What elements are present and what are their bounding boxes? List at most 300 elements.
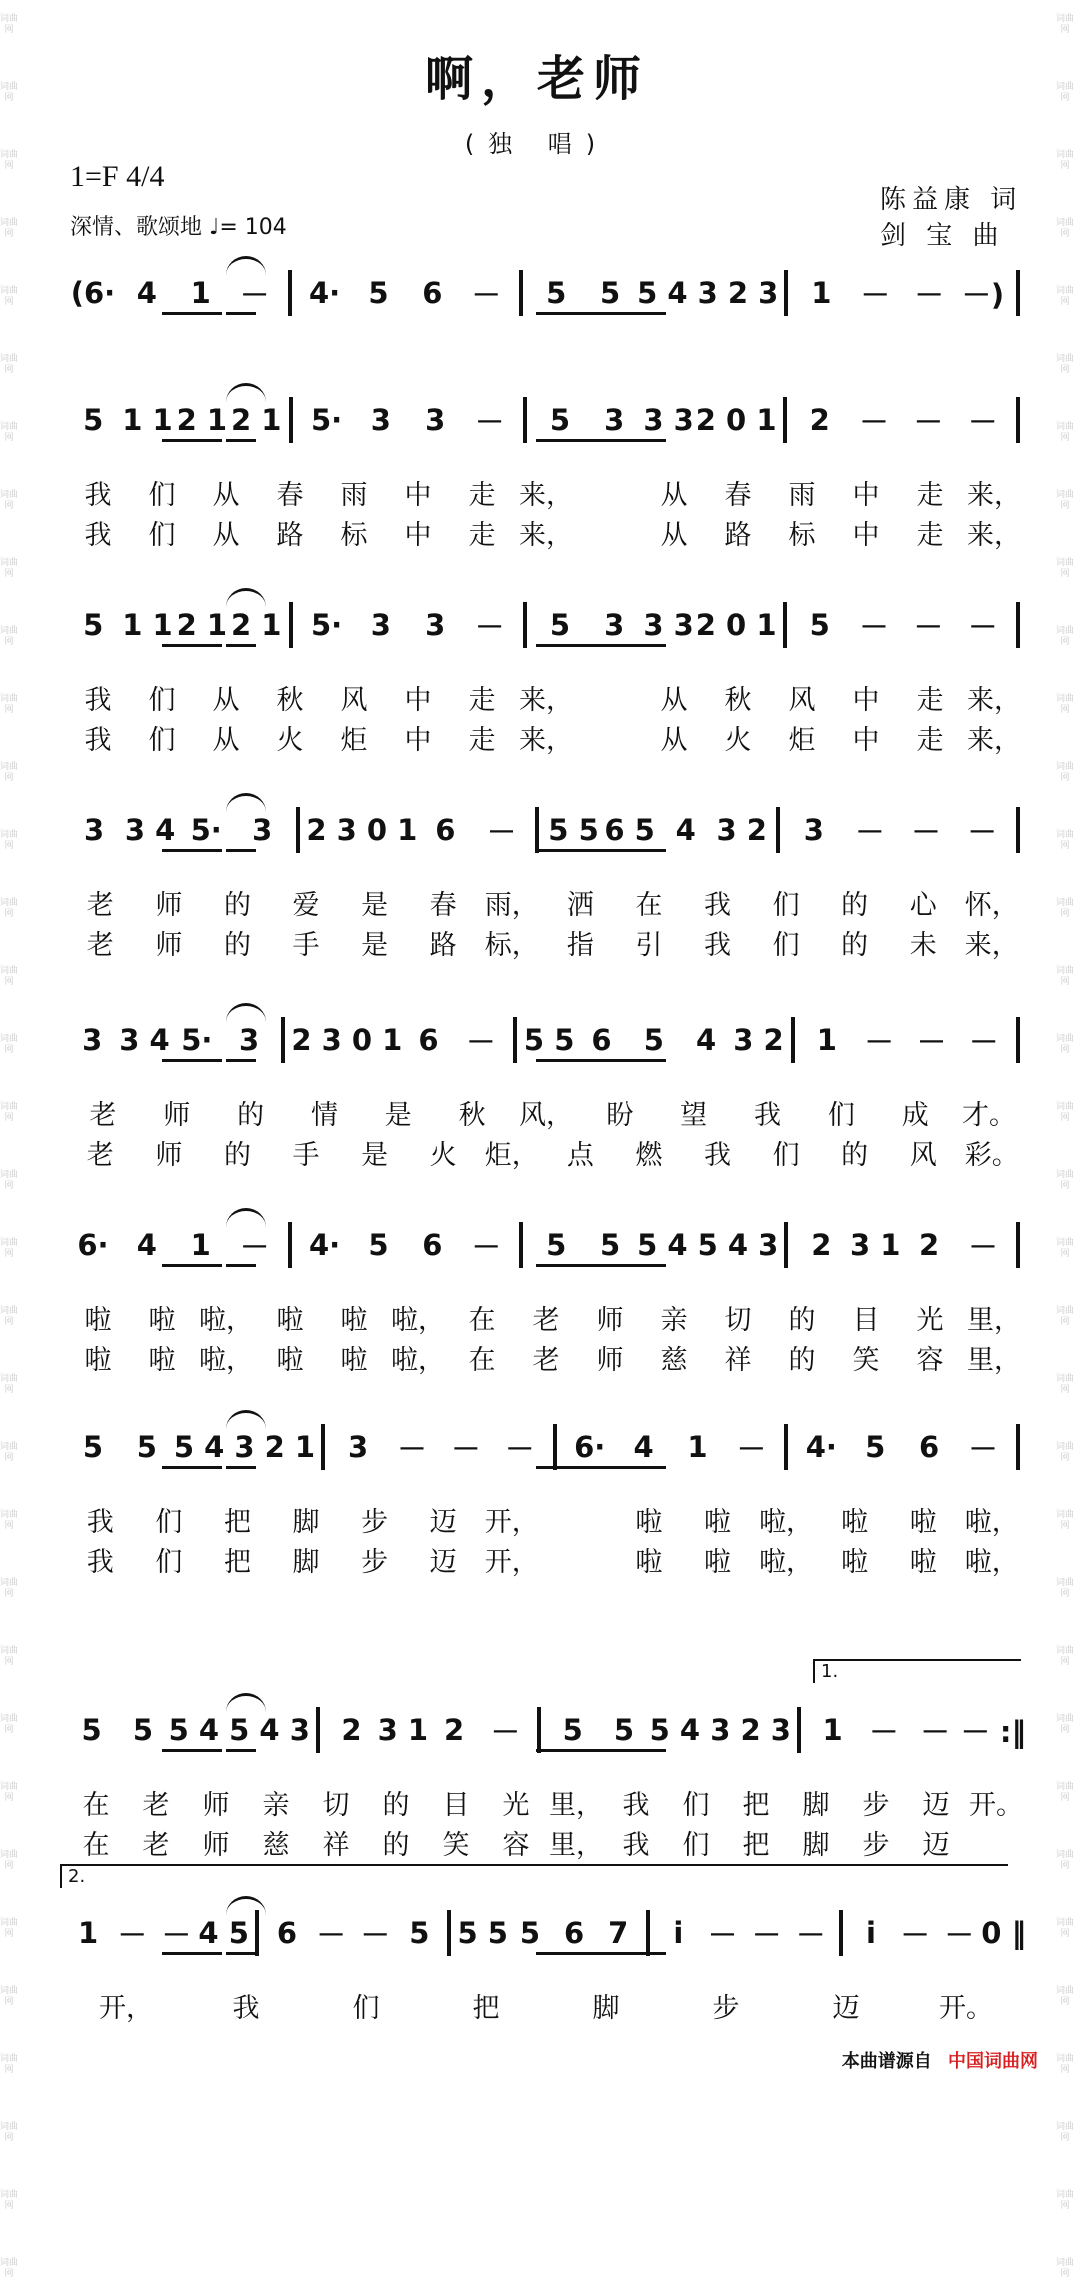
lyric-char: 们 — [155, 1507, 183, 1538]
note: 4 — [136, 1228, 157, 1262]
note: 1 1 — [122, 608, 173, 642]
volta-bracket: 2. — [60, 1864, 1008, 1888]
lyric-char: 脚 — [802, 1830, 830, 1861]
watermark-text: 词曲网 — [1056, 422, 1074, 443]
lyric-char: 秋 — [276, 685, 304, 716]
lyric-char: 走 — [916, 480, 944, 511]
note: 5 — [600, 1228, 621, 1262]
lyric-char: 把 — [742, 1790, 770, 1821]
lyric-char: 的 — [237, 1100, 265, 1131]
bar-line — [535, 807, 539, 853]
watermark-text: 词曲网 — [0, 1986, 19, 2007]
lyric-char — [578, 513, 642, 552]
note: 5· — [190, 813, 222, 847]
watermark-text: 词曲网 — [1056, 898, 1074, 919]
note: 5 — [368, 1228, 389, 1262]
slur-arc — [226, 1693, 266, 1712]
beam-underline — [226, 312, 256, 315]
note: 5 — [549, 403, 571, 437]
watermark-text: 词曲网 — [1056, 1578, 1074, 1599]
slur-arc — [226, 1410, 266, 1429]
note: － — [869, 1714, 899, 1749]
lyric-char: 走 — [916, 520, 944, 551]
lyric-char: 中 — [404, 520, 432, 551]
note: 3 — [425, 403, 446, 437]
left-watermark-strip — [0, 0, 19, 2279]
lyric-char: 来， — [964, 930, 1019, 961]
lyric-char: 我 — [86, 1507, 114, 1538]
lyric-char: 把 — [472, 1993, 500, 2024]
lyric-char: 啦 — [841, 1507, 869, 1538]
lyric-char: 引 — [635, 930, 663, 961]
note: － — [911, 814, 941, 849]
note: － — [914, 277, 944, 312]
bar-line — [519, 270, 523, 316]
note: － — [240, 1229, 270, 1264]
lyric-char: 啦 — [841, 1547, 869, 1578]
song-subtitle: (独 唱) — [464, 130, 610, 158]
lyric-char: 啦， — [199, 1345, 253, 1376]
lyric-char: 笑 — [442, 1830, 470, 1861]
lyric-char: 是 — [384, 1100, 412, 1131]
note: 3 — [803, 813, 824, 847]
lyric-char: 我 — [703, 1140, 731, 1171]
note: 3 — [604, 403, 625, 437]
lyric-row — [66, 1093, 1026, 1132]
note: 3 3 — [643, 608, 694, 642]
lyric-char: 指 — [566, 930, 594, 961]
lyric-char: 标 — [788, 520, 816, 551]
note: － — [240, 277, 270, 312]
note: 3 — [252, 813, 273, 847]
watermark-text: 词曲网 — [1056, 286, 1074, 307]
slur-arc — [226, 793, 266, 812]
bar-line — [797, 1707, 801, 1753]
lyric-char: 春 — [276, 480, 304, 511]
note: 5 — [865, 1430, 886, 1464]
lyric-char: 啦 — [635, 1507, 663, 1538]
notes-row — [66, 1220, 1026, 1270]
note: 1 — [687, 1430, 708, 1464]
lyric-char: 走 — [468, 480, 496, 511]
lyric-char: 里， — [549, 1830, 603, 1861]
note: － — [855, 814, 885, 849]
lyric-char: 祥 — [724, 1345, 752, 1376]
note: 3 1 — [849, 1228, 901, 1262]
lyric-char: 秋 — [724, 685, 752, 716]
bar-line — [523, 602, 527, 648]
beam-underline — [226, 849, 256, 852]
watermark-text: 词曲网 — [1056, 1918, 1074, 1939]
lyric-char: 老 — [89, 1100, 117, 1131]
lyric-char: 啦 — [84, 1305, 112, 1336]
lyric-char: 炬 — [788, 725, 816, 756]
lyric-char: 老 — [142, 1790, 170, 1821]
bar-line — [784, 270, 788, 316]
lyric-char: 啦， — [199, 1305, 253, 1336]
lyric-char: 是 — [361, 890, 389, 921]
note: 5 4 3 2 1 — [173, 1430, 316, 1464]
lyric-char: 迈 — [429, 1507, 457, 1538]
lyric-char: 开， — [99, 1993, 153, 2024]
note: － — [397, 1431, 427, 1466]
note: 2 3 0 1 — [306, 813, 418, 847]
bar-line — [784, 1222, 788, 1268]
lyric-char: 走 — [916, 725, 944, 756]
note: － — [968, 609, 998, 644]
watermark-text: 词曲网 — [0, 694, 19, 715]
lyric-row — [66, 718, 1026, 757]
lyric-char: 的 — [841, 930, 869, 961]
bar-line — [776, 807, 780, 853]
note: － — [505, 1431, 535, 1466]
lyric-row — [66, 678, 1026, 717]
bar-line — [288, 1222, 292, 1268]
bar-line — [1016, 807, 1020, 853]
note: 5 5 — [457, 1916, 508, 1950]
note: 6· — [77, 1228, 109, 1262]
slur-arc — [226, 1896, 266, 1915]
lyric-char: 望 — [680, 1100, 708, 1131]
lyric-char — [578, 678, 642, 717]
note: － — [117, 1917, 147, 1952]
lyric-char: 容 — [916, 1345, 944, 1376]
lyric-char: 啦， — [391, 1305, 445, 1336]
beam-underline — [226, 439, 256, 442]
watermark-text: 词曲网 — [0, 1034, 19, 1055]
lyric-char: 开， — [484, 1507, 539, 1538]
lyric-char: 火 — [429, 1140, 457, 1171]
lyric-row — [66, 473, 1026, 512]
note: 6 — [422, 276, 443, 310]
lyric-char: 来， — [967, 520, 1021, 551]
lyric-char: 我 — [84, 685, 112, 716]
lyric-char — [578, 718, 642, 757]
note: 6 — [418, 1023, 439, 1057]
watermark-text: 词曲网 — [1056, 14, 1074, 35]
watermark-text: 词曲网 — [1056, 558, 1074, 579]
lyric-char: 燃 — [635, 1140, 663, 1171]
watermark-text: 词曲网 — [1056, 1510, 1074, 1531]
note: 6 — [919, 1430, 940, 1464]
note: 5 — [81, 1713, 102, 1747]
beam-underline — [226, 1264, 256, 1267]
note: － — [968, 1431, 998, 1466]
note: 5 — [519, 1916, 541, 1950]
lyric-char: 啦， — [964, 1507, 1019, 1538]
watermark-text: 词曲网 — [1056, 1170, 1074, 1191]
beam-underline — [162, 849, 222, 852]
watermark-text: 词曲网 — [1056, 2054, 1074, 2075]
volta-bracket: 1. — [813, 1659, 1021, 1683]
lyric-char: 洒 — [566, 890, 594, 921]
note: 3 — [604, 608, 625, 642]
lyric-char — [546, 1540, 615, 1579]
note: － :‖ — [960, 1714, 1027, 1749]
lyric-char: 目 — [442, 1790, 470, 1821]
lyric-char: 把 — [742, 1830, 770, 1861]
lyric-char: 把 — [223, 1547, 251, 1578]
watermark-text: 词曲网 — [0, 14, 19, 35]
lyric-char: 祥 — [322, 1830, 350, 1861]
lyric-char: 怀， — [964, 890, 1019, 921]
bar-line — [519, 1222, 523, 1268]
lyric-char: 啦 — [276, 1305, 304, 1336]
note: 5 — [83, 608, 104, 642]
notes-row — [66, 268, 1026, 318]
lyric-char: 标， — [484, 930, 539, 961]
note: 4 — [675, 813, 696, 847]
lyric-char: 我 — [84, 480, 112, 511]
note: 1 — [77, 1916, 99, 1950]
note: － — [859, 609, 889, 644]
lyric-char: 师 — [596, 1305, 624, 1336]
lyric-char: 老 — [142, 1830, 170, 1861]
note: 2 1 — [176, 608, 228, 642]
note: 7 — [608, 1916, 629, 1950]
lyric-char: 啦 — [148, 1305, 176, 1336]
lyric-char: 我 — [754, 1100, 782, 1131]
note: 5 4 3 2 3 — [649, 1713, 791, 1747]
lyric-char: 啦， — [759, 1547, 814, 1578]
watermark-text: 词曲网 — [0, 1646, 19, 1667]
note: －) — [961, 277, 1005, 312]
note: i — [865, 1916, 876, 1950]
credits — [880, 182, 1022, 254]
note: 5 — [643, 1023, 664, 1057]
beam-underline — [226, 1466, 256, 1469]
beam-underline — [162, 1264, 222, 1267]
lyric-char: 爱 — [292, 890, 320, 921]
lyric-char: 迈 — [429, 1547, 457, 1578]
watermark-text: 词曲网 — [1056, 1442, 1074, 1463]
lyric-char: 来， — [967, 685, 1021, 716]
lyric-char: 我 — [703, 890, 731, 921]
note: － — [471, 1229, 501, 1264]
note: 6 — [422, 1228, 443, 1262]
note: － — [944, 1917, 974, 1952]
lyric-char: 老 — [86, 1140, 114, 1171]
lyric-char: 师 — [596, 1345, 624, 1376]
lyric-char: 老 — [86, 930, 114, 961]
lyric-char: 从 — [660, 725, 688, 756]
note: 5 — [546, 276, 567, 310]
lyric-char: 的 — [788, 1305, 816, 1336]
note: 1 — [811, 276, 832, 310]
watermark-text: 词曲网 — [0, 966, 19, 987]
note: 2 3 0 1 — [291, 1023, 403, 1057]
note: i — [673, 1916, 684, 1950]
beam-underline — [586, 1749, 666, 1752]
bar-line — [784, 1424, 788, 1470]
note: － — [916, 1024, 946, 1059]
lyric-char: 在 — [635, 890, 663, 921]
lyric-char: 雨， — [484, 890, 539, 921]
beam-underline — [162, 439, 222, 442]
lyric-char: 的 — [223, 890, 251, 921]
beam-underline — [226, 1059, 256, 1062]
note: 5 — [82, 1430, 104, 1464]
note: － — [736, 1431, 766, 1466]
lyricist: 陈益康 词 — [880, 185, 1023, 215]
beam-underline — [162, 1059, 222, 1062]
lyric-char: 切 — [322, 1790, 350, 1821]
watermark-text: 词曲网 — [0, 354, 19, 375]
watermark-text: 词曲网 — [1056, 830, 1074, 851]
note: － — [967, 814, 997, 849]
note: 6 — [435, 813, 456, 847]
note: 1 — [822, 1713, 843, 1747]
lyric-char: 里， — [549, 1790, 603, 1821]
watermark-text: 词曲网 — [0, 2054, 19, 2075]
lyric-char — [578, 473, 642, 512]
lyric-char: 我 — [622, 1830, 650, 1861]
note: 5 — [83, 403, 104, 437]
bar-line — [255, 1910, 259, 1956]
lyric-row — [66, 1540, 1026, 1579]
lyric-row — [66, 513, 1026, 552]
lyric-char: 慈 — [660, 1345, 688, 1376]
beam-underline — [162, 1952, 222, 1955]
lyric-char: 雨 — [340, 480, 368, 511]
bar-line — [1016, 602, 1020, 648]
note: － — [475, 609, 505, 644]
lyric-char: 啦， — [964, 1547, 1019, 1578]
bar-line — [447, 1910, 451, 1956]
note: 5· — [310, 403, 343, 437]
note: 3 — [82, 1023, 103, 1057]
lyric-char: 从 — [660, 685, 688, 716]
note: 5 — [136, 1430, 157, 1464]
watermark-text: 词曲网 — [0, 1442, 19, 1463]
watermark-text: 词曲网 — [1056, 150, 1074, 171]
bar-line — [537, 1707, 541, 1753]
note: 2 — [341, 1713, 362, 1747]
watermark-text: 词曲网 — [1056, 966, 1074, 987]
lyric-char: 老 — [532, 1345, 560, 1376]
watermark-text: 词曲网 — [1056, 2190, 1074, 2211]
watermark-text: 词曲网 — [0, 558, 19, 579]
lyric-char: 啦， — [391, 1345, 445, 1376]
lyric-char: 啦 — [703, 1507, 731, 1538]
watermark-text: 词曲网 — [0, 422, 19, 443]
bar-line — [646, 1910, 650, 1956]
lyric-char: 中 — [852, 480, 880, 511]
beam-underline — [586, 1952, 666, 1955]
note: 1 — [190, 1228, 211, 1262]
note: － — [920, 1714, 950, 1749]
lyric-char: 路 — [724, 520, 752, 551]
lyric-char: 们 — [148, 480, 176, 511]
note: 1 — [190, 276, 211, 310]
lyric-char: 们 — [352, 1993, 380, 2024]
note: － — [900, 1917, 930, 1952]
lyric-char: 我 — [622, 1790, 650, 1821]
bar-line — [513, 1017, 517, 1063]
note: 6 — [564, 1916, 585, 1950]
beam-underline — [586, 1059, 666, 1062]
lyric-char: 们 — [682, 1830, 710, 1861]
note: 3 1 — [377, 1713, 429, 1747]
bar-line — [296, 807, 300, 853]
lyric-char: 标 — [340, 520, 368, 551]
lyric-char: 中 — [404, 480, 432, 511]
beam-underline — [586, 439, 666, 442]
lyric-row — [66, 1783, 1026, 1822]
note: － — [913, 404, 943, 439]
note: 5 4 3 2 3 — [637, 276, 779, 310]
lyric-char: 走 — [468, 725, 496, 756]
note: － — [968, 1229, 998, 1264]
lyric-row — [66, 1500, 1026, 1539]
watermark-text: 词曲网 — [0, 1714, 19, 1735]
lyric-char: 啦 — [909, 1507, 937, 1538]
lyric-char: 在 — [82, 1790, 110, 1821]
lyric-char: 们 — [772, 890, 800, 921]
lyric-char: 脚 — [292, 1547, 320, 1578]
note: (6· — [70, 276, 116, 310]
watermark-text: 词曲网 — [0, 626, 19, 647]
lyric-char: 的 — [788, 1345, 816, 1376]
beam-underline — [162, 1749, 222, 1752]
lyric-char: 火 — [724, 725, 752, 756]
lyric-char: 的 — [841, 890, 869, 921]
right-watermark-strip — [1056, 0, 1074, 2279]
lyric-char: 啦 — [276, 1345, 304, 1376]
lyric-char: 们 — [772, 1140, 800, 1171]
lyric-char: 从 — [212, 685, 240, 716]
lyric-char: 光 — [502, 1790, 530, 1821]
note: 3 — [425, 608, 446, 642]
lyric-char: 雨 — [788, 480, 816, 511]
beam-underline — [586, 312, 666, 315]
watermark-text: 词曲网 — [0, 1918, 19, 1939]
lyric-char: 师 — [155, 1140, 183, 1171]
lyric-row — [66, 883, 1026, 922]
note: 6· — [574, 1430, 606, 1464]
lyric-char: 把 — [223, 1507, 251, 1538]
note: － — [968, 404, 998, 439]
note: 5 — [549, 608, 571, 642]
note: － — [466, 1024, 496, 1059]
lyric-char: 啦 — [340, 1345, 368, 1376]
lyric-row — [66, 1133, 1026, 1172]
note: 1 1 — [122, 403, 173, 437]
note: 6 — [276, 1916, 298, 1950]
lyric-char: 来， — [519, 685, 573, 716]
watermark-text: 词曲网 — [0, 898, 19, 919]
note: 5 — [600, 276, 621, 310]
beam-underline — [586, 849, 666, 852]
watermark-text: 词曲网 — [1056, 1374, 1074, 1395]
note: 6 — [591, 1023, 612, 1057]
lyric-char: 的 — [841, 1140, 869, 1171]
lyric-char: 迈 — [922, 1830, 950, 1861]
beam-underline — [586, 644, 666, 647]
lyric-char: 中 — [852, 520, 880, 551]
lyric-char: 们 — [148, 685, 176, 716]
lyric-char: 师 — [155, 890, 183, 921]
lyric-char: 点 — [566, 1140, 594, 1171]
note: 3 — [370, 403, 391, 437]
lyric-char: 风 — [788, 685, 816, 716]
note: 5 — [546, 1228, 567, 1262]
lyric-char: 炬， — [484, 1140, 539, 1171]
lyric-char: 脚 — [292, 1507, 320, 1538]
lyric-char: 啦 — [909, 1547, 937, 1578]
lyric-char: 步 — [712, 1993, 740, 2024]
lyric-char: 春 — [724, 480, 752, 511]
